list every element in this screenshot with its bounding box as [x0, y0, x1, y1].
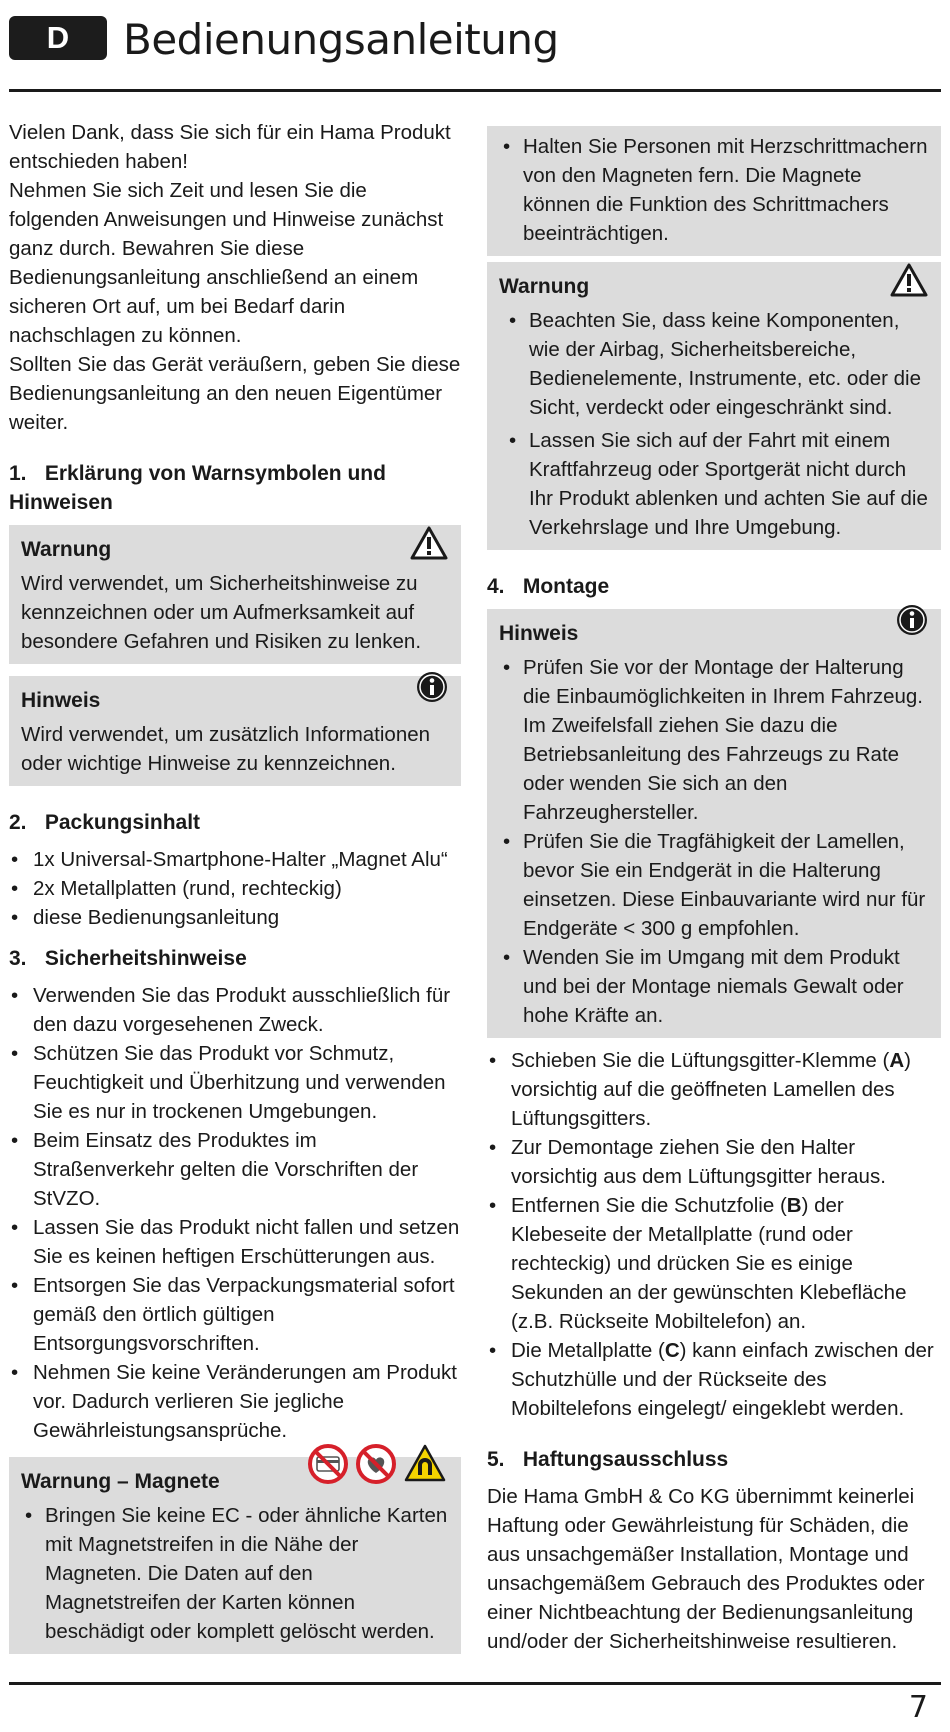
note-title: Hinweis [499, 622, 579, 645]
info-icon [415, 670, 449, 704]
magnet-warning-box [9, 1457, 461, 1654]
section-heading-1: 1. Erklärung von Warnsymbolen und Hinweisen [9, 462, 386, 514]
magnet-warning-icon [403, 1443, 447, 1485]
warning-text: Wird verwendet, um Sicherheitshinweise zu kennzeichnen oder um Aufmerksamkeit auf besondere Gefahren und Risiken zu lenken. [21, 572, 422, 653]
list-item: • Verwenden Sie das Produkt ausschließlich für den dazu vorgesehenen Zweck. [9, 981, 461, 1039]
intro [9, 118, 461, 437]
section-heading-5: 5. Haftungsausschluss [487, 1448, 729, 1471]
magnet-warning-list [21, 1501, 449, 1646]
list-item: • 2x Metallplatten (rund, rechteckig) [9, 874, 461, 903]
list-item: • Prüfen Sie vor der Montage der Halterung die Einbaumöglichkeiten in Ihrem Fahrzeug. Im Zweifelsfall ziehen Sie dazu die Betriebsanleitung des Fahrzeugs zu Rate oder wenden Sie sich an den Fahrzeughersteller. [499, 653, 929, 827]
driving-warning-list [499, 306, 929, 542]
list-item: • 1x Universal-Smartphone-Halter „Magnet Alu“ [9, 845, 461, 874]
page-header [9, 14, 941, 80]
list-item: • Die Metallplatte (C) kann einfach zwischen der Schutzhülle und der Rückseite des Mobiltelefons eingelegt/ eingeklebt werden. [487, 1336, 941, 1423]
intro-paragraph: Vielen Dank, dass Sie sich für ein Hama Produkt entschieden haben! [9, 121, 451, 173]
disclaimer-text: Die Hama GmbH & Co KG übernimmt keinerlei Haftung oder Gewährleistung für Schäden, die aus unsachgemäßer Installation, Montage und unsachgemäßem Gebrauch des Produktes oder einer Nichtbeachtung der Bedienungsanleitung und/oder der Sicherheitshinweise resultieren. [487, 1485, 925, 1653]
assembly-note-list [499, 653, 929, 1030]
footer-rule [9, 1682, 941, 1685]
note-box [9, 676, 461, 786]
list-item: • Schieben Sie die Lüftungsgitter-Klemme (A) vorsichtig auf die geöffneten Lamellen des Lüftungsgitters. [487, 1046, 941, 1133]
list-item: • Entfernen Sie die Schutzfolie (B) der Klebeseite der Metallplatte (rund oder rechteckig) und drücken Sie es einige Sekunden an der gewünschten Klebefläche (z.B. Rückseite Mobiltelefon) an. [487, 1191, 941, 1336]
pacemaker-list [499, 132, 929, 248]
list-item: • Lassen Sie sich auf der Fahrt mit einem Kraftfahrzeug oder Sportgerät nicht durch Ihr Produkt ablenken und achten Sie auf die Verkehrslage und Ihre Umgebung. [505, 426, 929, 542]
info-icon [895, 603, 929, 637]
right-column [487, 126, 941, 1656]
list-item: • Entsorgen Sie das Verpackungsmaterial sofort gemäß den örtlich gültigen Entsorgungsvorschriften. [9, 1271, 461, 1358]
warning-triangle-icon [889, 262, 929, 298]
assembly-note-box [487, 609, 941, 1038]
warning-triangle-icon [409, 525, 449, 561]
header-rule [9, 89, 941, 92]
list-item: • Lassen Sie das Produkt nicht fallen und setzen Sie es keinen heftigen Erschütterungen aus. [9, 1213, 461, 1271]
list-item: • Wenden Sie im Umgang mit dem Produkt und bei der Montage niemals Gewalt oder hohe Kräfte an. [499, 943, 929, 1030]
assembly-steps-list [487, 1046, 941, 1423]
no-pacemaker-icon [355, 1443, 397, 1485]
left-column [9, 118, 461, 1668]
pacemaker-warning-box [487, 126, 941, 256]
warning-title: Warnung [21, 538, 112, 561]
list-item: • Beachten Sie, dass keine Komponenten, wie der Airbag, Sicherheitsbereiche, Bedienelemente, Instrumente, etc. oder die Sicht, verdeckt oder eingeschränkt sind. [505, 306, 929, 422]
list-item: • Nehmen Sie keine Veränderungen am Produkt vor. Dadurch verlieren Sie jegliche Gewährleistungsansprüche. [9, 1358, 461, 1445]
list-item: • Bringen Sie keine EC - oder ähnliche Karten mit Magnetstreifen in die Nähe der Magneten. Die Daten auf den Magnetstreifen der Karten können beschädigt oder komplett gelöscht werden. [21, 1501, 449, 1646]
note-title: Hinweis [21, 689, 101, 712]
magnet-warning-title: Warnung – Magnete [21, 1470, 220, 1493]
package-contents-list [9, 845, 461, 932]
section-heading-4: 4. Montage [487, 575, 610, 598]
intro-paragraph: Sollten Sie das Gerät veräußern, geben Sie diese Bedienungsanleitung an den neuen Eigentümer weiter. [9, 353, 461, 434]
warning-box-driving [487, 262, 941, 550]
magnet-icons [307, 1443, 447, 1485]
list-item: • Halten Sie Personen mit Herzschrittmachern von den Magneten fern. Die Magnete können die Funktion des Schrittmachers beeinträchtigen. [499, 132, 929, 248]
intro-paragraph: Nehmen Sie sich Zeit und lesen Sie die folgenden Anweisungen und Hinweise zunächst ganz durch. Bewahren Sie diese Bedienungsanleitung anschließend an einem sicheren Ort auf, um bei Bedarf darin nachschlagen zu können. [9, 179, 444, 347]
list-item: • Zur Demontage ziehen Sie den Halter vorsichtig aus dem Lüftungsgitter heraus. [487, 1133, 941, 1191]
note-text: Wird verwendet, um zusätzlich Informationen oder wichtige Hinweise zu kennzeichnen. [21, 723, 431, 775]
safety-list [9, 981, 461, 1445]
list-item: • Beim Einsatz des Produktes im Straßenverkehr gelten die Vorschriften der StVZO. [9, 1126, 461, 1213]
list-item: • Schützen Sie das Produkt vor Schmutz, Feuchtigkeit und Überhitzung und verwenden Sie es nur in trockenen Umgebungen. [9, 1039, 461, 1126]
section-heading-3: 3. Sicherheitshinweise [9, 947, 247, 970]
document-title: Bedienungsanleitung [123, 15, 559, 64]
warning-box [9, 525, 461, 664]
page-number: 7 [908, 1690, 928, 1725]
no-magnetic-cards-icon [307, 1443, 349, 1485]
section-heading-2: 2. Packungsinhalt [9, 811, 201, 834]
list-item: • diese Bedienungsanleitung [9, 903, 461, 932]
language-badge: D [9, 16, 107, 60]
warning-title: Warnung [499, 275, 590, 298]
list-item: • Prüfen Sie die Tragfähigkeit der Lamellen, bevor Sie ein Endgerät in die Halterung einsetzen. Diese Einbauvariante wird nur für Endgeräte < 300 g empfohlen. [499, 827, 929, 943]
